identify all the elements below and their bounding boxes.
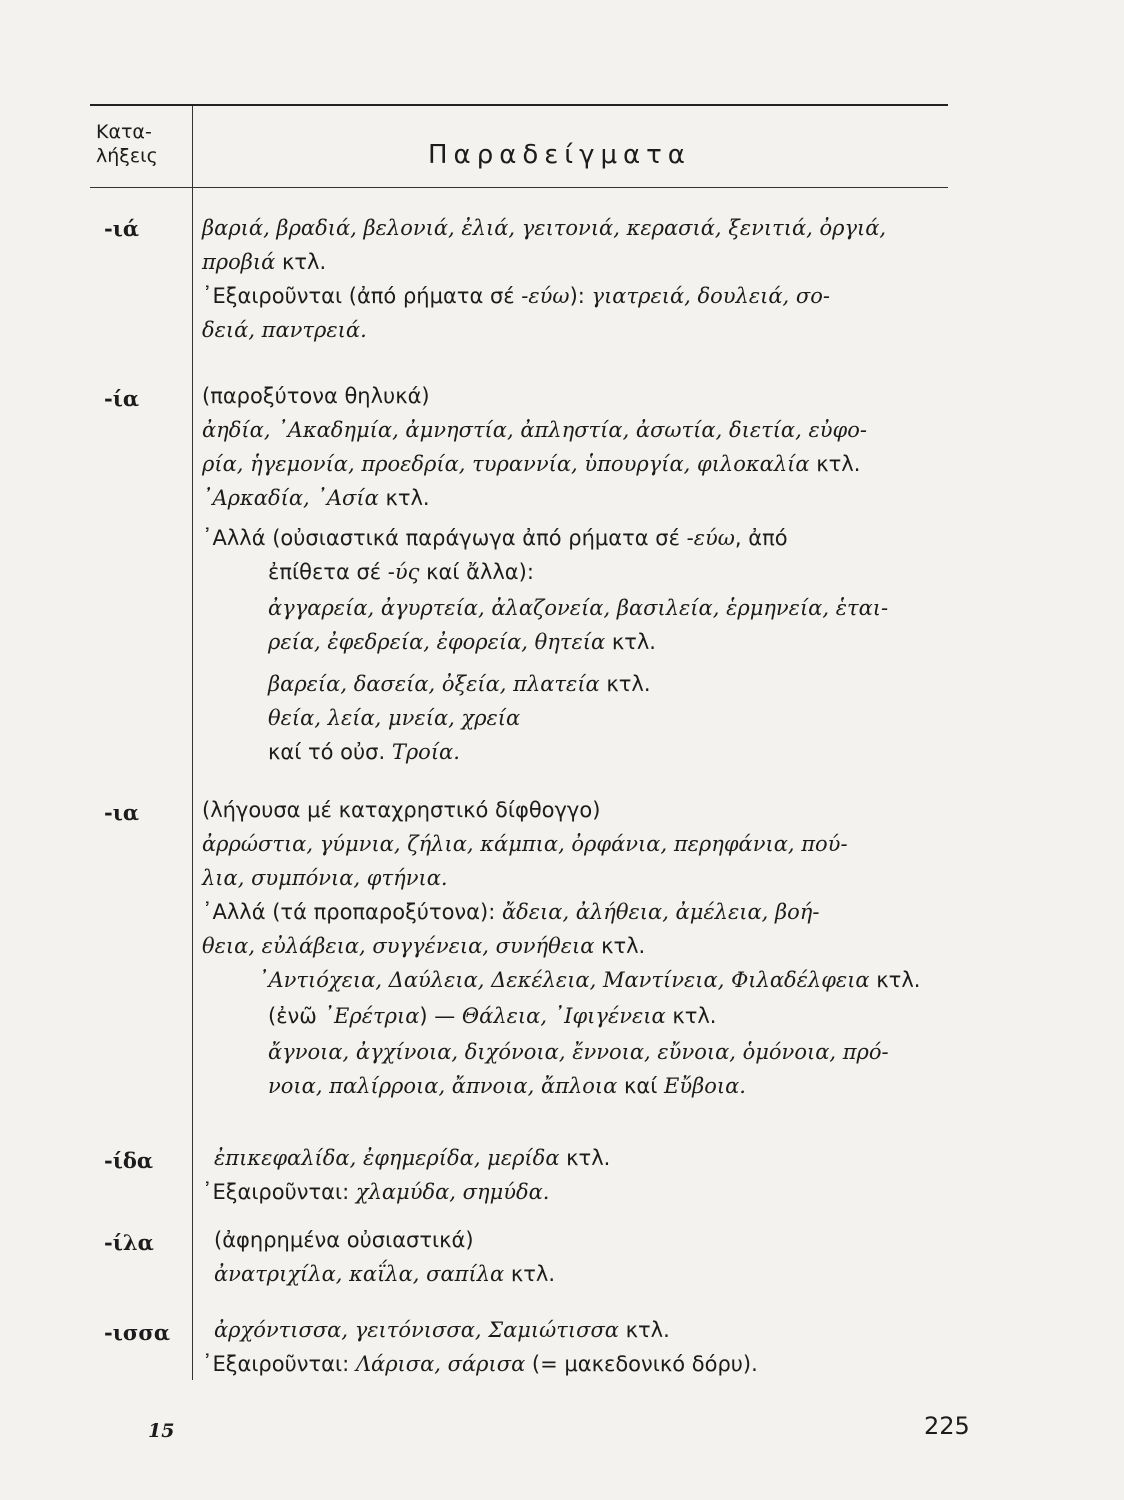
example-line: ρεία, ἐφεδρεία, ἐφορεία, θητεία κτλ. <box>268 630 656 654</box>
suffix-issa: -ισσα <box>104 1320 171 1345</box>
example-line: ἀνατριχίλα, καΐλα, σαπίλα κτλ. <box>214 1262 556 1286</box>
suffix-ia-unaccented: -ια <box>104 800 140 825</box>
example-line: ᾿Εξαιροῦνται: χλαμύδα, σημύδα. <box>202 1180 550 1204</box>
sheet-number: 15 <box>148 1420 175 1442</box>
example-line: (ἀφηρημένα οὐσιαστικά) <box>214 1228 474 1252</box>
example-line: λια, συμπόνια, φτήνια. <box>202 866 448 890</box>
example-line: ᾿Αντιόχεια, Δαύλεια, Δεκέλεια, Μαντίνεια, Φιλαδέλφεια κτλ. <box>258 968 921 992</box>
example-line: ἀρχόντισσα, γειτόνισσα, Σαμιώτισσα κτλ. <box>214 1318 670 1342</box>
example-line: ᾿Αλλά (οὐσιαστικά παράγωγα ἀπό ρήματα σέ -εύω, ἀπό <box>202 526 788 550</box>
example-line: ᾿Αλλά (τά προπαροξύτονα): ἄδεια, ἀλήθεια, ἀμέλεια, βοή- <box>202 900 820 924</box>
example-line: ᾿Εξαιροῦνται: Λάρισα, σάρισα (= μακεδονικό δόρυ). <box>202 1352 758 1376</box>
suffix-ia-accent: -ιά <box>104 216 140 241</box>
example-line: ἐπικεφαλίδα, ἐφημερίδα, μερίδα κτλ. <box>214 1146 611 1170</box>
example-line: ἀγγαρεία, ἀγυρτεία, ἀλαζονεία, βασιλεία, ἑρμηνεία, ἑται- <box>268 596 889 620</box>
suffix-ia-iota-accent: -ία <box>104 386 140 411</box>
example-line: ἐπίθετα σέ -ύς καί ἄλλα): <box>268 560 534 584</box>
example-line: βαριά, βραδιά, βελονιά, ἐλιά, γειτονιά, κερασιά, ξενιτιά, ὀργιά, <box>202 216 887 240</box>
example-line: (ἐνῶ ᾿Ερέτρια) — Θάλεια, ᾿Ιφιγένεια κτλ. <box>268 1004 717 1028</box>
example-line: ᾿Αρκαδία, ᾿Ασία κτλ. <box>202 486 430 510</box>
example-line: θεία, λεία, μνεία, χρεία <box>268 706 521 730</box>
example-line: (λήγουσα μέ καταχρηστικό δίφθογγο) <box>202 798 601 822</box>
example-line: νοια, παλίρροια, ἄπνοια, ἄπλοια καί Εὔβοια. <box>268 1074 746 1098</box>
header-examples: Παραδείγματα <box>428 140 691 170</box>
example-line: θεια, εὐλάβεια, συγγένεια, συνήθεια κτλ. <box>202 934 646 958</box>
example-line: ἀρρώστια, γύμνια, ζήλια, κάμπια, ὀρφάνια, περηφάνια, πού- <box>202 832 848 856</box>
table-top-rule <box>90 104 948 106</box>
example-line: ἄγνοια, ἀγχίνοια, διχόνοια, ἔννοια, εὔνοια, ὁμόνοια, πρό- <box>268 1040 889 1064</box>
column-divider <box>192 106 193 1380</box>
example-line: ἀηδία, ᾿Ακαδημία, ἀμνηστία, ἀπληστία, ἀσωτία, διετία, εὐφο- <box>202 418 867 442</box>
table-header-rule <box>90 187 948 188</box>
example-line: ᾿Εξαιροῦνται (ἀπό ρήματα σέ -εύω): γιατρειά, δουλειά, σο- <box>202 284 830 308</box>
example-line: ρία, ἡγεμονία, προεδρία, τυραννία, ὑπουργία, φιλοκαλία κτλ. <box>202 452 861 476</box>
example-line: (παροξύτονα θηλυκά) <box>202 384 430 408</box>
example-line: προβιά κτλ. <box>202 250 327 274</box>
page-number: 225 <box>924 1412 970 1440</box>
suffix-ida: -ίδα <box>104 1148 154 1173</box>
header-endings: Κατα- λήξεις <box>96 121 158 167</box>
example-line: καί τό οὐσ. Τροία. <box>268 740 460 764</box>
suffix-ila: -ίλα <box>104 1230 154 1255</box>
example-line: βαρεία, δασεία, ὀξεία, πλατεία κτλ. <box>268 672 651 696</box>
example-line: δειά, παντρειά. <box>202 318 367 342</box>
